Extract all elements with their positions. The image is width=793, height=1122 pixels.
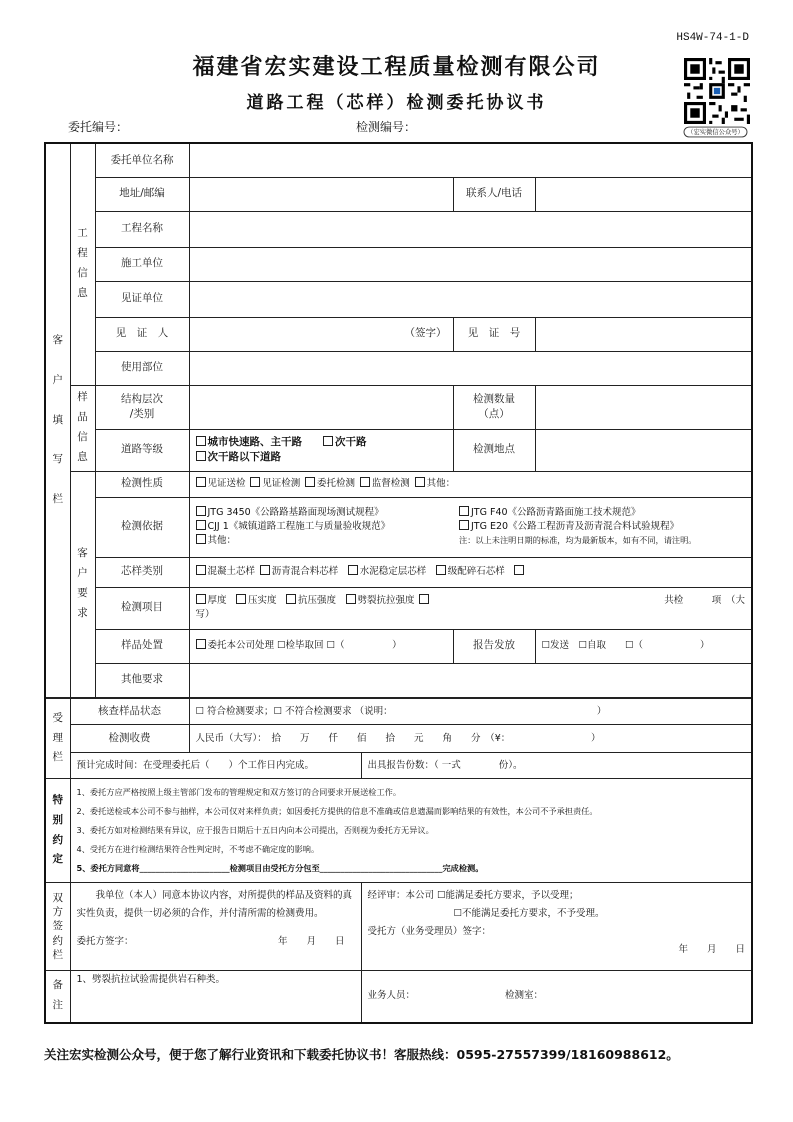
other-req-field[interactable] [189, 663, 752, 697]
project-name-label: 工程名称 [95, 211, 189, 247]
address-field[interactable] [189, 177, 453, 211]
special-terms-label: 特 别 约 定 [45, 779, 70, 883]
client-sign-label: 委托方签字： [76, 936, 134, 948]
report-copies[interactable]: 出具报告份数：（ 一式 份）。 [361, 753, 752, 779]
use-part-field[interactable] [189, 351, 752, 385]
address-label: 地址/邮编 [95, 177, 189, 211]
core-type-options[interactable]: 混凝土芯样 沥青混合料芯样 水泥稳定层芯样 级配碎石芯样 [189, 557, 752, 587]
sample-status-label: 核查样品状态 [70, 699, 189, 725]
basis-note: 注：以上未注明日期的标准，均为最新版本，如有不同，请注明。 [459, 534, 697, 545]
test-basis-label: 检测依据 [95, 497, 189, 557]
entrust-form [44, 142, 753, 1024]
sign-section-label: 双 方 签 约 栏 [45, 883, 70, 971]
term-item: 2、委托送检或本公司不参与抽样，本公司仅对来样负责；如因委托方提供的信息不准确或信息遗漏而影响结果的有效性，本公司不予承担责任。 [76, 806, 598, 817]
test-qty-label: 检测数量 （点） [453, 385, 535, 429]
unit-name-field[interactable] [189, 143, 752, 177]
sample-info-group: 样 品 信 息 [70, 385, 95, 471]
remark-section-label: 备 注 [45, 971, 70, 1023]
qr-code [684, 58, 750, 124]
test-number-label: 检测编号： [356, 120, 417, 134]
use-part-label: 使用部位 [95, 351, 189, 385]
special-terms-list [70, 779, 752, 883]
term-item: 1、委托方应严格按照上级主管部门发布的管理规定和双方签订的合同要求开展送检工作。 [76, 787, 402, 798]
test-basis-options-right[interactable]: JTG F40《公路沥青路面施工技术规范》 JTG E20《公路工程沥青及沥青混合料试验规程》 注：以上未注明日期的标准，均为最新版本，如有不同，请注明。 [453, 497, 752, 557]
group-char: 信 [77, 267, 88, 280]
test-items-label: 检测项目 [95, 587, 189, 629]
finish-time[interactable]: 预计完成时间：在受理委托后（ ）个工作日内完成。 [70, 753, 361, 779]
test-items-options[interactable]: 厚度 压实度 抗压强度 劈裂抗拉强度 共检 项 （大 写） [189, 587, 752, 629]
checkbox-expressway[interactable] [196, 436, 206, 446]
sample-status-options[interactable]: ☐ 符合检测要求；☐ 不符合检测要求 （说明： ） [189, 699, 752, 725]
road-grade-label: 道路等级 [95, 429, 189, 471]
qr-caption: （宏实微信公众号） [684, 127, 748, 138]
company-name: 福建省宏实建设工程质量检测有限公司 [192, 54, 601, 80]
contact-field[interactable] [535, 177, 752, 211]
accept-section-label: 受 理 栏 [45, 699, 70, 779]
road-grade-options[interactable]: 城市快速路、主干路 次干路 次干路以下道路 [189, 429, 453, 471]
construction-unit-label: 施工单位 [95, 247, 189, 281]
group-char: 程 [77, 247, 88, 260]
group-char: 工 [77, 227, 88, 240]
structure-label: 结构层次 /类别 [95, 385, 189, 429]
accept-sign-label: 受托方（业务受理员）签字： [367, 926, 492, 938]
checkbox-secondary[interactable] [323, 436, 333, 446]
test-nature-options[interactable]: 见证送检 见证检测 委托检测 监督检测 其他： [189, 471, 752, 497]
sample-disposal-options[interactable]: 委托本公司处理 ☐检毕取回 ☐（ ） [189, 629, 453, 663]
construction-unit-field[interactable] [189, 247, 752, 281]
witness-no-field[interactable] [535, 317, 752, 351]
project-name-field[interactable] [189, 211, 752, 247]
term-item: 5、委托方同意将______________________检测项目由受托方分包至______________________________完成检测。 [76, 862, 484, 873]
remark-text: 1、劈裂抗拉试验需提供岩石种类。 [70, 971, 361, 1023]
customer-req-group: 客 户 要 求 [70, 471, 95, 698]
witness-field[interactable] [189, 317, 453, 351]
form-title: 道路工程（芯样）检测委托协议书 [246, 93, 547, 113]
sample-disposal-label: 样品处置 [95, 629, 189, 663]
term-item: 4、受托方在进行检测结果符合性判定时，不考虑不确定度的影响。 [76, 843, 320, 854]
contact-label: 联系人/电话 [453, 177, 535, 211]
project-info-group [70, 143, 95, 385]
unit-name-label: 委托单位名称 [95, 143, 189, 177]
test-qty-field[interactable] [535, 385, 752, 429]
test-basis-options-left[interactable]: JTG 3450《公路路基路面现场测试规程》 CJJ 1《城镇道路工程施工与质量验收规范》 其他： [189, 497, 453, 557]
fee-field[interactable]: 人民币（大写）： 拾 万 仟 佰 拾 元 角 分 （¥： ） [189, 725, 752, 753]
witness-unit-label: 见证单位 [95, 281, 189, 317]
staff-block: 业务人员： 检测室： [361, 971, 752, 1023]
test-location-label: 检测地点 [453, 429, 535, 471]
test-location-field[interactable] [535, 429, 752, 471]
report-issue-options[interactable]: ☐发送 ☐自取 ☐（ ） [535, 629, 752, 663]
checkbox-below-secondary[interactable] [196, 451, 206, 461]
term-item: 3、委托方如对检测结果有异议，应于报告日期后十五日内向本公司提出，否则视为委托方无异议。 [76, 825, 434, 836]
witness-unit-field[interactable] [189, 281, 752, 317]
client-agreement: 我单位（本人）同意本协议内容，对所提供的样品及资料的真实性负责，提供一切必须的合作，并付清所需的检测费用。 委托方签字： 年 月 日 [70, 883, 361, 971]
signature-hint: （签字） [404, 327, 447, 340]
other-req-label: 其他要求 [95, 663, 189, 697]
witness-no-label: 见 证 号 [453, 317, 535, 351]
report-issue-label: 报告发放 [453, 629, 535, 663]
review-block: 经评审：本公司 ☐能满足委托方要求，予以受理； ☐不能满足委托方要求，不予受理。 受托方（业务受理员）签字： 年 月 日 [361, 883, 752, 971]
core-type-label: 芯样类别 [95, 557, 189, 587]
entrust-number-label: 委托编号： [68, 120, 129, 134]
footer-note: 关注宏实检测公众号，便于您了解行业资讯和下载委托协议书！客服热线：0595-27557399/18160988612。 [44, 1047, 679, 1062]
form-code: HS4W-74-1-D [676, 32, 749, 44]
group-char: 息 [77, 287, 88, 300]
witness-label: 见 证 人 [95, 317, 189, 351]
structure-field[interactable] [189, 385, 453, 429]
test-nature-label: 检测性质 [95, 471, 189, 497]
fee-label: 检测收费 [70, 725, 189, 753]
client-section-label: 客 户 填 写 栏 [45, 143, 70, 698]
